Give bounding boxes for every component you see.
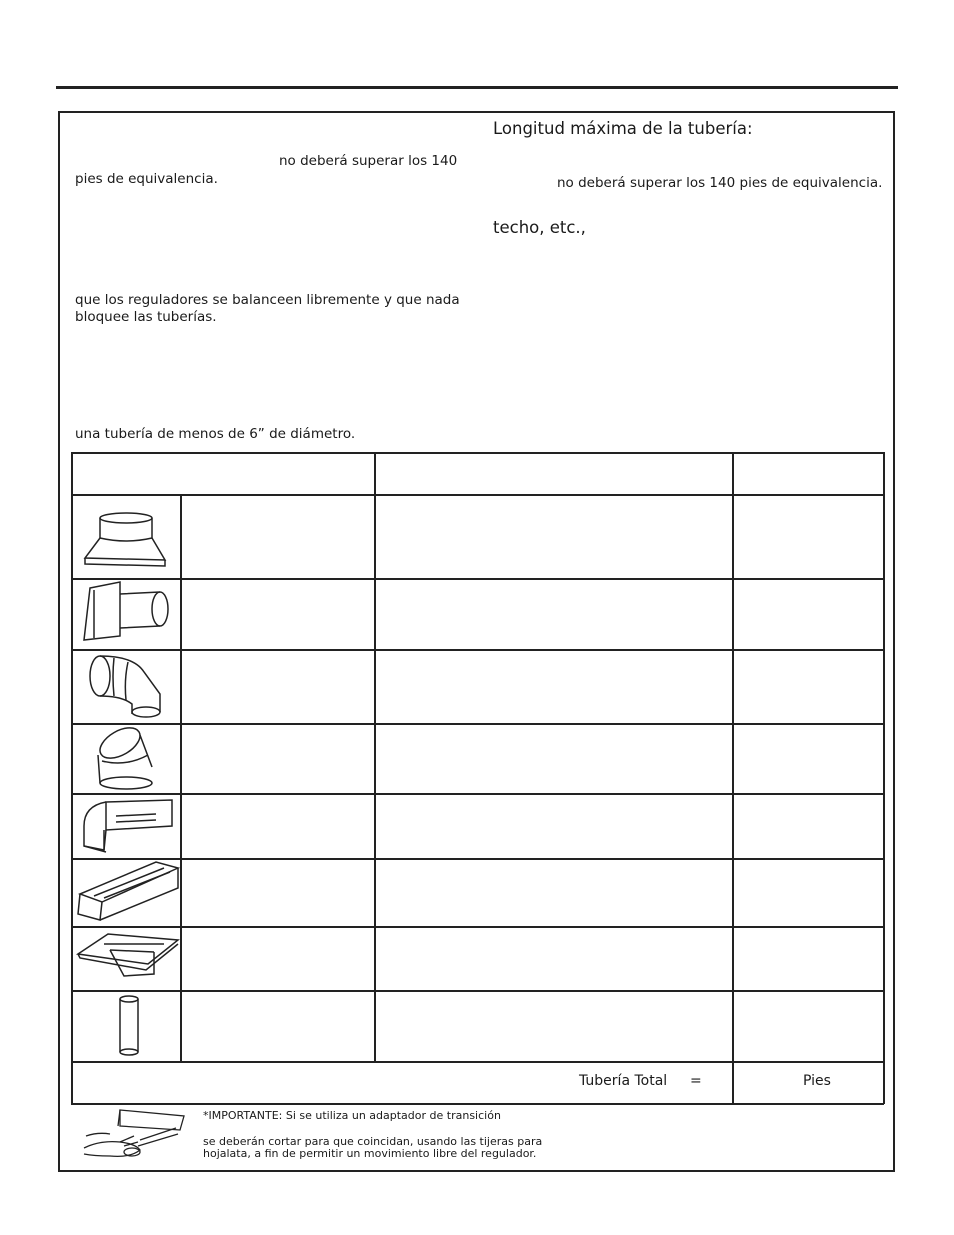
transition-adapter-icon	[80, 508, 172, 570]
rectangular-to-round-elbow-icon	[76, 796, 176, 856]
left-text-line-2: pies de equivalencia.	[75, 171, 218, 187]
right-text-line-1: no deberá superar los 140 pies de equivalencia.	[557, 175, 883, 191]
important-note-line-2: se deberán cortar para que coincidan, usando las tijeras para	[203, 1135, 543, 1148]
left-text-line-3: que los reguladores se balanceen libremente y que nada	[75, 292, 460, 308]
rectangular-elbow-icon	[74, 858, 180, 924]
total-duct-label: Tubería Total	[579, 1073, 668, 1089]
important-note-line-3: hojalata, a fin de permitir un movimiento libre del regulador.	[203, 1147, 537, 1160]
left-text-line-5: una tubería de menos de 6” de diámetro.	[75, 426, 356, 442]
elbow-45-icon	[90, 727, 162, 791]
max-duct-length-heading: Longitud máxima de la tubería:	[493, 119, 753, 138]
left-text-line-1: no deberá superar los 140	[279, 153, 458, 169]
equals-sign: =	[690, 1073, 702, 1089]
roof-cap-icon	[74, 930, 180, 992]
duct-table	[71, 452, 884, 1104]
tin-snips-illustration-icon	[80, 1106, 188, 1168]
total-unit: Pies	[803, 1073, 831, 1089]
elbow-90-icon	[84, 654, 168, 718]
left-text-line-4: bloquee las tuberías.	[75, 309, 217, 325]
wall-cap-icon	[80, 580, 172, 644]
important-note-line-1: *IMPORTANTE: Si se utiliza un adaptador de transición	[203, 1109, 501, 1122]
straight-duct-icon	[116, 994, 142, 1058]
top-rule	[56, 86, 898, 89]
roof-heading: techo, etc.,	[493, 218, 586, 237]
